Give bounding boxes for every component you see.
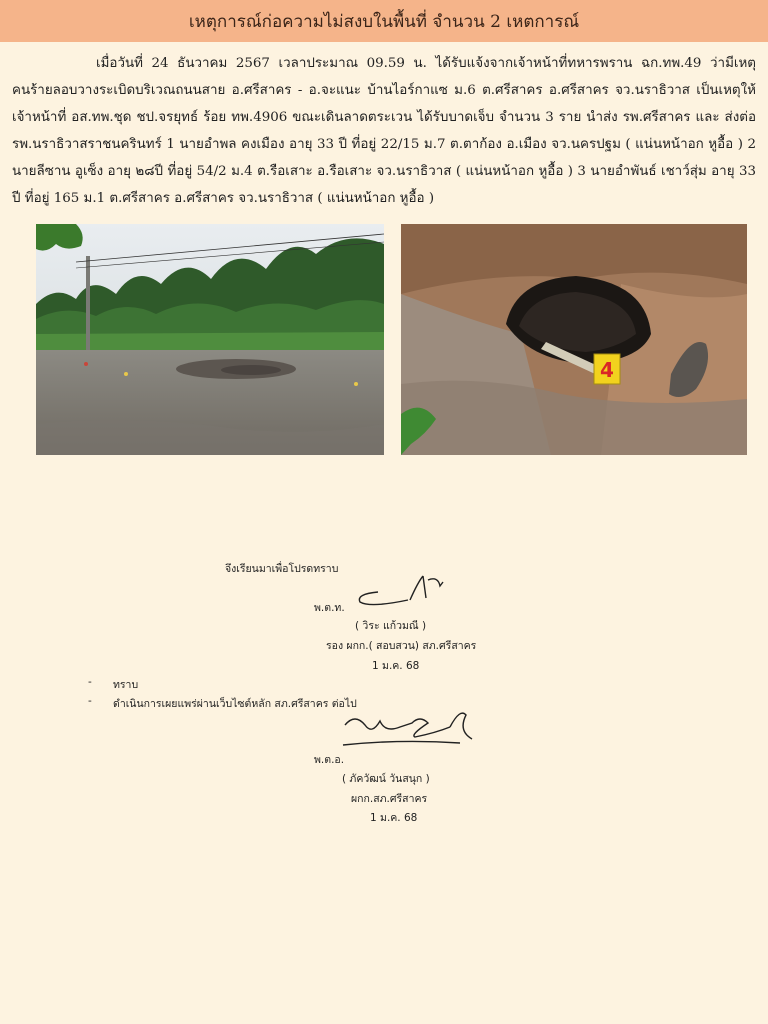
order-2-bullet: - bbox=[88, 695, 92, 707]
order-1-text: ทราบ bbox=[113, 679, 139, 691]
document-header bbox=[0, 0, 768, 42]
document-title: เหตุการณ์ก่อความไม่สงบในพื้นที่ จำนวน 2 เหตการณ์ bbox=[188, 11, 580, 32]
crater-hole-photo bbox=[401, 224, 747, 455]
signer-2-date: 1 ม.ค. 68 bbox=[370, 812, 418, 824]
order-2-text: ดำเนินการเผยแพร่ผ่านเว็บไซต์หลัก สภ.ศรีสาคร ต่อไป bbox=[113, 698, 357, 710]
signer-1-date: 1 ม.ค. 68 bbox=[372, 660, 420, 672]
signature-2-icon bbox=[340, 703, 480, 755]
signer-2-name: ( ภัควัฒน์ วันสนุก ) bbox=[342, 773, 430, 785]
signature-1-icon bbox=[348, 572, 453, 608]
signer-1-rank: พ.ต.ท. bbox=[314, 602, 345, 614]
signer-2-rank: พ.ต.อ. bbox=[314, 754, 345, 766]
signer-1-position: รอง ผกก.( สอบสวน) สภ.ศรีสาคร bbox=[326, 640, 477, 652]
signer-2-position: ผกก.สภ.ศรีสาคร bbox=[351, 793, 428, 805]
incident-report-paragraph: เมื่อวันที่ 24 ธันวาคม 2567 เวลาประมาณ 09.59 น. ได้รับแจ้งจากเจ้าหน้าที่ทหารพราน ฉก.ทพ.49 ว่ามีเหตุคนร้ายลอบวางระเบิดบริเวณถนนสาย อ.ศรีสาคร - อ.จะแนะ บ้านไอร์กาแซ ม.6 ต.ศรีสาคร อ.ศรีสาคร จว.นราธิวาส เป็นเหตุให้เจ้าหน้าที่ อส.ทพ.ชุด ชป.จรยุทธ์ ร้อย ทพ.4906 ขณะเดินลาดตระเวน ได้รับบาดเจ็บ จำนวน 3 ราย นำส่ง รพ.ศรีสาคร และ ส่งต่อ รพ.นราธิวาสราชนครินทร์ 1 นายอำพล คงเมือง อายุ 33 ปี ที่อยู่ 22/15 ม.7 ต.ตาก้อง อ.เมือง จว.นครปฐม ( แน่นหน้าอก หูอื้อ ) 2 นายลีซาน อูเซ็ง อายุ ๒๘ปี ที่อยู่ 54/2 ม.4 ต.รือเสาะ อ.รือเสาะ จว.นราธิวาส ( แน่นหน้าอก หูอื้อ ) 3 นายอำพันธ์ เชาว์สุ่ม อายุ 33 ปี ที่อยู่ 165 ม.1 ต.ศรีสาคร อ.ศรีสาคร จว.นราธิวาส ( แน่นหน้าอก หูอื้อ ) bbox=[12, 56, 756, 206]
order-1-bullet: - bbox=[88, 676, 92, 688]
closing-intro: จึงเรียนมาเพื่อโปรดทราบ bbox=[225, 563, 339, 575]
signer-1-name: ( วิระ แก้วมณี ) bbox=[355, 620, 427, 632]
evidence-marker-label: 4 bbox=[600, 358, 614, 382]
roadside-scene-photo bbox=[36, 224, 384, 455]
